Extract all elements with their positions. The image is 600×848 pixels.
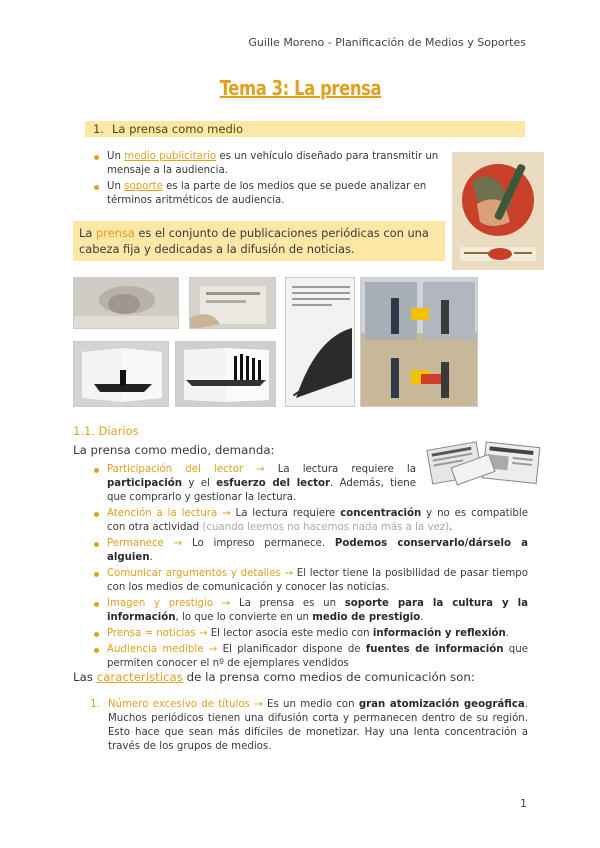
term-link[interactable]: soporte (124, 181, 163, 192)
list-item: Participación del lector → La lectura requiere la participación y el esfuerzo del lector. Además, tiene que comprarlo y gestionar la lectura. (90, 463, 416, 505)
page-header-author: Guille Moreno - Planificación de Medios y Soportes (248, 36, 526, 49)
intro-bullet-list (90, 150, 445, 210)
subsection-heading: 1.1. Diarios (73, 424, 139, 438)
list-item: Atención a la lectura → La lectura requiere concentración y no es compatible con otra actividad (cuando leemos no hacemos nada más a la vez). (90, 507, 528, 535)
section-number: 1. (93, 122, 104, 136)
definition-callout: La prensa es el conjunto de publicaciones periódicas con una cabeza fija y dedicadas a la difusión de noticias. (73, 221, 445, 261)
demand-list (90, 463, 528, 673)
ad-photo-people-billboard (360, 277, 478, 407)
list-item: Un medio publicitario es un vehículo diseñado para transmitir un mensaje a la audiencia. (90, 150, 445, 178)
document-title (0, 76, 600, 100)
list-item: 1. Número excesivo de títulos → Es un medio con gran atomización geográfica. Muchos periódicos tienen una difusión corta y permanecen dentro de su región. Esto hace que sean más difíciles de monetizar. Hay una lenta concentración a través de los grupos de medios. (90, 699, 528, 752)
callout-term: prensa (95, 226, 135, 240)
list-item: Permanece → Lo impreso permanece. Podemos conservarlo/dárselo a alguien. (90, 537, 528, 565)
coca-cola-ad-image (452, 152, 544, 270)
characteristics-list (90, 698, 528, 754)
section-label: La prensa como medio (111, 122, 243, 136)
list-item: Un soporte es la parte de los medios que se puede analizar en términos aritméticos de audiencia. (90, 180, 445, 208)
ad-photo-magazine-right (175, 341, 276, 407)
ad-photo-newsprint-blur (285, 277, 355, 407)
term-link[interactable]: características (96, 670, 183, 684)
ad-photo-tornado (73, 277, 179, 329)
ad-photo-magazine-left (73, 341, 169, 407)
term-link[interactable]: medio publicitario (124, 151, 217, 162)
page-number: 1 (520, 797, 527, 810)
list-item: Comunicar argumentos y detalles → El lector tiene la posibilidad de pasar tiempo con los medios de comunicación y conocer las noticias. (90, 567, 528, 595)
document-title-text: Tema 3: La prensa (219, 76, 381, 100)
demand-intro: La prensa como medio, demanda: (73, 443, 275, 457)
list-item: Imagen y prestigio → La prensa es un soporte para la cultura y la información, lo que lo convierte en un medio de prestigio. (90, 597, 528, 625)
characteristics-intro: Las características de la prensa como medios de comunicación son: (73, 670, 475, 684)
list-item: Prensa = noticias → El lector asocia este medio con información y reflexión. (90, 627, 528, 641)
section-heading-1 (85, 121, 525, 137)
ad-photo-hands-newspaper (189, 277, 276, 329)
list-item: Audiencia medible → El planificador dispone de fuentes de información que permiten conocer el nº de ejemplares vendidos (90, 643, 528, 671)
